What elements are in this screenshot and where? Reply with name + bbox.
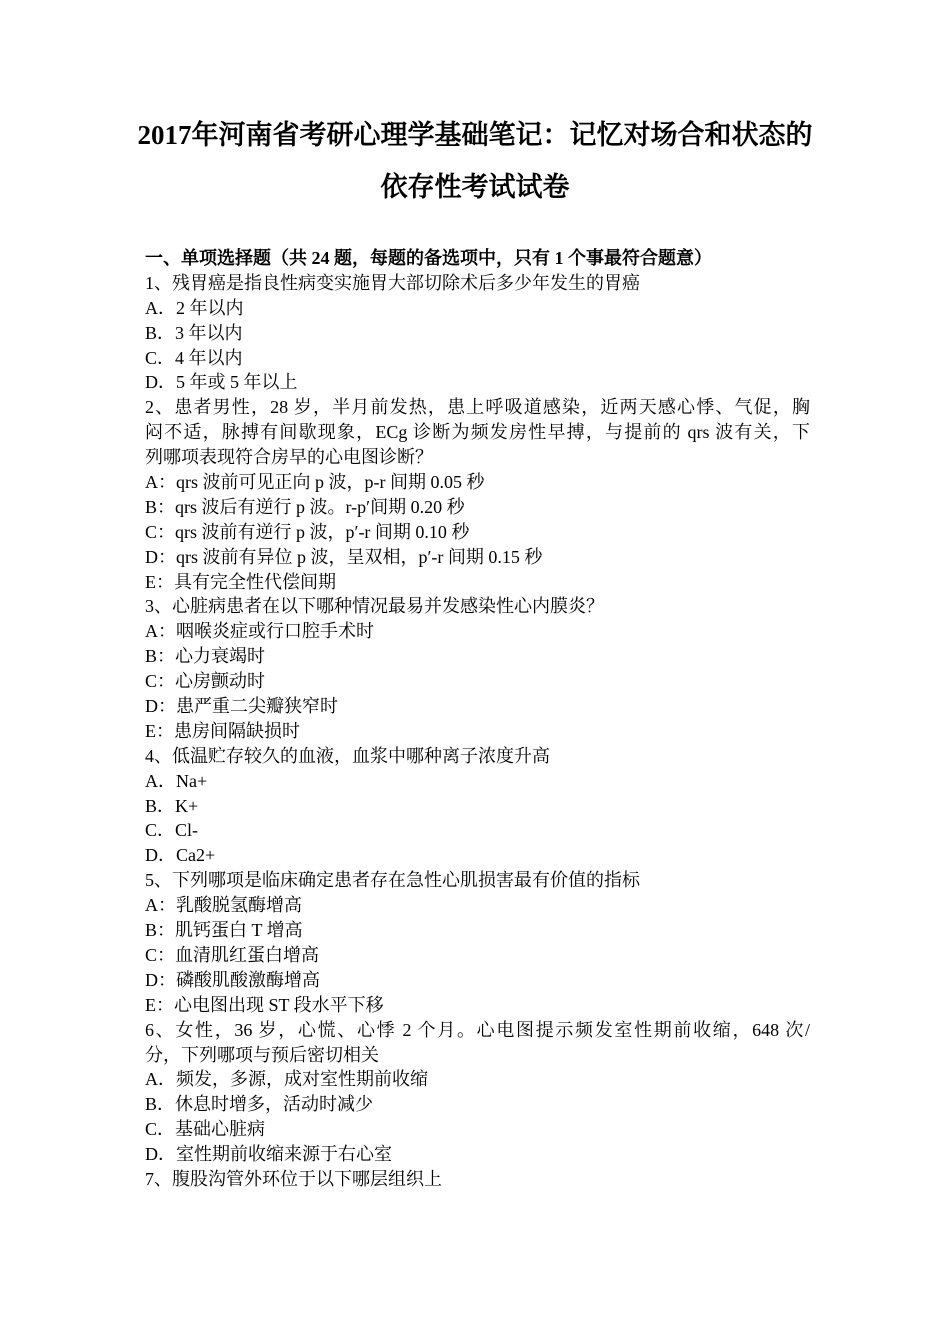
text-line: E：患房间隔缺损时	[145, 720, 300, 741]
text-line: 5、下列哪项是临床确定患者存在急性心肌损害最有价值的指标	[145, 870, 640, 891]
text-line: C：心房颤动时	[145, 671, 266, 692]
text-line: A．Na+	[145, 770, 208, 791]
text-line: E：心电图出现 ST 段水平下移	[145, 994, 384, 1015]
document-title-line-1: 2017年河南省考研心理学基础笔记：记忆对场合和状态的	[137, 120, 813, 150]
text-line: 2、患者男性，28 岁，半月前发热，患上呼吸道感染，近两天感心悸、气促，胸	[145, 397, 810, 418]
text-line: A：qrs 波前可见正向 p 波，p-r 间期 0.05 秒	[145, 472, 485, 493]
text-line: A．2 年以内	[145, 297, 244, 318]
document-body	[145, 246, 810, 1192]
text-line: B：qrs 波后有逆行 p 波。r-p′间期 0.20 秒	[145, 496, 465, 517]
text-line: B．休息时增多，活动时减少	[145, 1094, 374, 1115]
text-line: 4、低温贮存较久的血液，血浆中哪种离子浓度升高	[145, 745, 550, 766]
text-line: D．Ca2+	[145, 845, 216, 866]
text-line: 列哪项表现符合房早的心电图诊断？	[145, 447, 433, 468]
text-line: C．基础心脏病	[145, 1119, 266, 1140]
text-line: A．频发，多源，成对室性期前收缩	[145, 1069, 428, 1090]
text-line: D：患严重二尖瓣狭窄时	[145, 696, 338, 717]
text-line: C．4 年以内	[145, 347, 243, 368]
text-line: A：咽喉炎症或行口腔手术时	[145, 621, 374, 642]
text-line: B．K+	[145, 795, 199, 816]
text-line: D：磷酸肌酸激酶增高	[145, 969, 320, 990]
text-line: 1、残胃癌是指良性病变实施胃大部切除术后多少年发生的胃癌	[145, 272, 640, 293]
text-line: D．室性期前收缩来源于右心室	[145, 1144, 392, 1165]
text-line: 闷不适，脉搏有间歇现象，ECg 诊断为频发房性早搏，与提前的 qrs 波有关，下	[145, 422, 810, 443]
text-line: 7、腹股沟管外环位于以下哪层组织上	[145, 1168, 442, 1189]
text-line: B：肌钙蛋白 T 增高	[145, 920, 303, 941]
text-line: A：乳酸脱氢酶增高	[145, 895, 302, 916]
section-heading: 一、单项选择题（共 24 题，每题的备选项中，只有 1 个事最符合题意）	[145, 248, 712, 268]
text-line: C．Cl-	[145, 820, 199, 841]
text-line: E：具有完全性代偿间期	[145, 571, 336, 592]
text-line: 6、女性，36 岁，心慌、心悸 2 个月。心电图提示频发室性期前收缩，648 次/	[145, 1019, 810, 1040]
text-line: D．5 年或 5 年以上	[145, 372, 298, 393]
text-line: 3、心脏病患者在以下哪种情况最易并发感染性心内膜炎？	[145, 596, 604, 617]
document-title-line-2: 依存性考试试卷	[380, 172, 570, 202]
text-line: B：心力衰竭时	[145, 646, 266, 667]
text-line: C：血清肌红蛋白增高	[145, 944, 320, 965]
text-line: 分，下列哪项与预后密切相关	[145, 1044, 379, 1065]
text-line: B．3 年以内	[145, 322, 243, 343]
text-line: C：qrs 波前有逆行 p 波，p′-r 间期 0.10 秒	[145, 521, 470, 542]
text-line: D：qrs 波前有异位 p 波，呈双相，p′-r 间期 0.15 秒	[145, 546, 543, 567]
